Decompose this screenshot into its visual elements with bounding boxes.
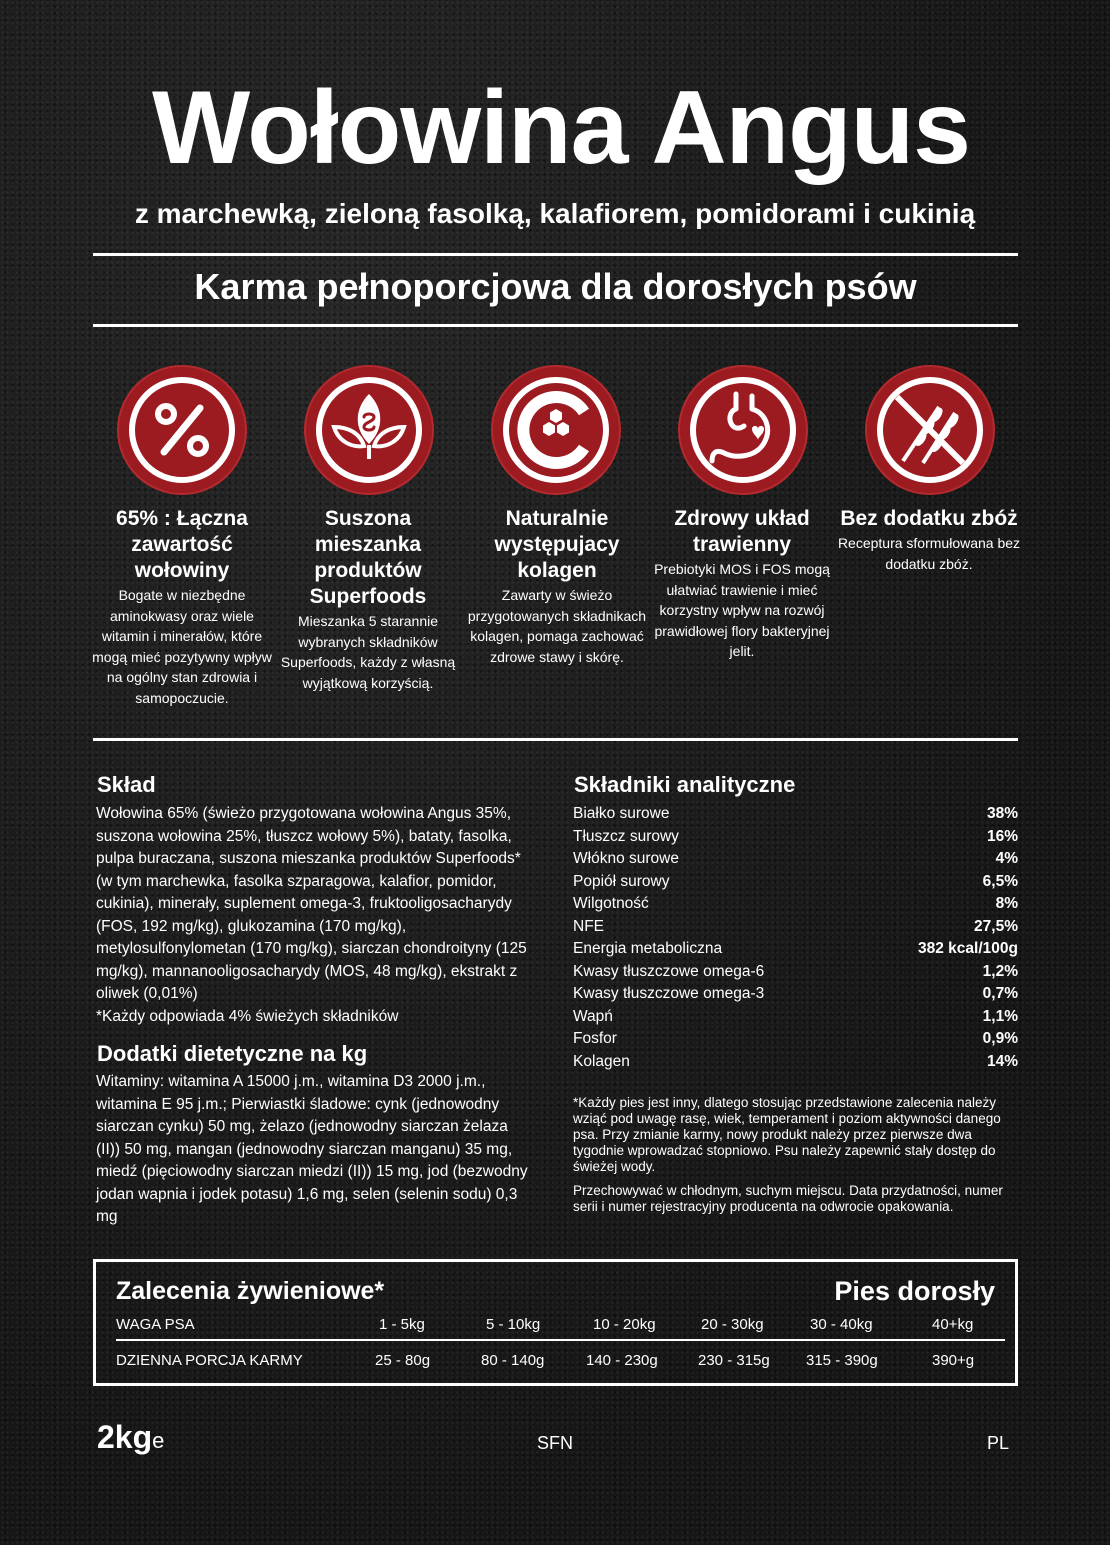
analytics-row (573, 916, 1018, 939)
weight-cell: 30 - 40kg (810, 1316, 873, 1333)
weight-cell: 40+kg (932, 1316, 974, 1333)
portion-cell: 25 - 80g (375, 1352, 431, 1369)
divider (93, 738, 1018, 741)
feature-beef-content (87, 506, 277, 708)
feature-description: Mieszanka 5 starannie wybranych składników Superfoods, każdy z własną wyjątkową korzyścią. (280, 613, 456, 691)
feature-title: Zdrowy układ trawienny (674, 507, 810, 556)
composition-text (96, 803, 536, 1028)
analytics-name: Kwasy tłuszczowe omega-3 (573, 985, 765, 1002)
analytics-name: NFE (573, 917, 604, 935)
weight-row (96, 1314, 1015, 1336)
divider (93, 253, 1018, 256)
analytics-row (573, 938, 1018, 961)
analytics-row (573, 803, 1018, 826)
portion-cell: 80 - 140g (481, 1352, 545, 1369)
weight-cell: 20 - 30kg (701, 1316, 764, 1333)
analytics-row (573, 893, 1018, 916)
analytics-value: 382 kcal/100g (918, 940, 1018, 957)
weight-cell: 5 - 10kg (486, 1316, 541, 1333)
analytics-name: Włókno surowe (573, 850, 679, 867)
analytics-value: 1,1% (982, 1007, 1018, 1025)
weight-cell: 1 - 5kg (379, 1316, 425, 1333)
analytics-row (573, 826, 1018, 849)
analytics-row (573, 983, 1018, 1006)
analytics-value: 6,5% (982, 872, 1018, 890)
feeding-note: *Każdy pies jest inny, dlatego stosując przedstawione zalecenia należy wziąć pod uwagę rasę, wiek, temperament i poziom aktywności danego psa. Przy zmianie karmy, nowy produkt należy przez pierwsze dwa tygodnie wprowadzać stopniowo. Psu należy zapewnić stały dostęp do świeżej wody. (573, 1095, 1001, 1174)
feature-description: Prebiotyki MOS i FOS mogą ułatwiać trawienie i mieć korzystny wpływ na rozwój prawidłowej flory bakteryjnej jelit. (654, 561, 830, 659)
analytics-value: 27,5% (974, 917, 1018, 935)
feature-title: Bez dodatku zbóż (840, 507, 1018, 530)
feeding-divider (116, 1339, 1005, 1341)
analytics-value: 8% (995, 895, 1018, 912)
analytics-row (573, 1028, 1018, 1051)
composition-heading: Skład (97, 772, 156, 797)
feature-superfoods (273, 506, 463, 693)
analytics-name: Wilgotność (573, 895, 649, 912)
analytics-value: 38% (986, 805, 1018, 822)
analytics-name: Białko surowe (573, 805, 670, 822)
feature-description: Zawarty w świeżo przygotowanych składnikach kolagen, pomaga zachować zdrowe stawy i skórę. (467, 587, 647, 665)
analytics-name: Wapń (573, 1007, 613, 1025)
analytics-row (573, 961, 1018, 984)
weight-cell: 10 - 20kg (593, 1316, 656, 1333)
analytics-value: 1,2% (982, 962, 1018, 980)
portion-row (96, 1350, 1015, 1372)
feeding-subtitle: Pies dorosły (834, 1276, 995, 1306)
feature-grain-free (834, 506, 1024, 574)
feeding-title: Zalecenia żywieniowe* (116, 1277, 385, 1305)
composition-footnote: *Każdy odpowiada 4% świeżych składników (96, 1007, 399, 1025)
stomach-icon (678, 365, 808, 495)
collagen-icon (491, 365, 621, 495)
divider (93, 324, 1018, 327)
feature-title: 65% : Łączna zawartość wołowiny (116, 507, 248, 582)
product-title: Wołowina Angus (152, 70, 970, 186)
analytics-name: Tłuszcz surowy (573, 827, 679, 845)
portion-cell: 390+g (932, 1352, 975, 1369)
feature-description: Receptura sformułowana bez dodatku zbóż. (837, 535, 1021, 572)
analytics-value: 14% (986, 1052, 1018, 1070)
product-tagline: Karma pełnoporcjowa dla dorosłych psów (194, 266, 917, 307)
portion-label: DZIENNA PORCJA KARMY (116, 1352, 303, 1369)
feature-digestion (647, 506, 837, 662)
composition-ingredients: Wołowina 65% (świeżo przygotowana wołowina Angus 35%, suszona wołowina 25%, tłuszcz wołowy 5%), bataty, fasolka, pulpa buraczana, suszona mieszanka produktów Superfoods* (w tym marchewka, fasolka szparagowa, kalafior, pomidor, cukinia), minerały, suplement omega-3, fruktooligosacharydy (FOS, 192 mg/kg), glukozamina (170 mg/kg), metylosulfonylometan (170 mg/kg), siarczan chondroityny (125 mg/kg), mannanooligosacharydy (MOS, 48 mg/kg), ekstrakt z oliwek (0,01%) (96, 805, 527, 1002)
feeding-table (93, 1259, 1018, 1386)
net-weight (97, 1415, 164, 1463)
language-code: PL (987, 1433, 1010, 1453)
analytics-row (573, 1006, 1018, 1029)
feature-description: Bogate w niezbędne aminokwasy oraz wiele witamin i minerałów, które mogą mieć pozytywny wpływ na ogólny stan zdrowia i samopoczucie. (92, 587, 272, 706)
analytics-name: Kolagen (573, 1052, 630, 1070)
analytics-heading: Składniki analityczne (574, 772, 796, 797)
portion-cell: 140 - 230g (586, 1352, 658, 1369)
analytics-name: Kwasy tłuszczowe omega-6 (573, 962, 765, 980)
storage-note: Przechowywać w chłodnym, suchym miejscu. Data przydatności, numer serii i numer rejestracyjny producenta na odwrocie opakowania. (573, 1183, 1003, 1214)
feature-title: Naturalnie występujacy kolagen (494, 507, 620, 582)
analytics-row (573, 1051, 1018, 1074)
analytics-value: 16% (986, 827, 1018, 845)
analytics-name: Energia metaboliczna (573, 940, 723, 957)
superfoods-leaf-icon (304, 365, 434, 495)
analytics-row (573, 848, 1018, 871)
net-weight-value: 2kg (97, 1419, 153, 1455)
analytics-table (573, 803, 1018, 1073)
additives-text: Witaminy: witamina A 15000 j.m., witamina D3 2000 j.m., witamina E 95 j.m.; Pierwiastki śladowe: cynk (jednowodny siarczan cynku) 50 mg, żelazo (jednowodny siarczan żelaza (II)) 50 mg, mangan (jednowodny siarczan manganu) 35 mg, miedź (pięciowodny siarczan miedzi (II)) 15 mg, jod (bezwodny jodan wapnia i jodek potasu) 1,6 mg, selen (selenin sodu) 0,3 mg (96, 1073, 528, 1225)
analytics-value: 4% (995, 850, 1018, 867)
product-subtitle: z marchewką, zieloną fasolką, kalafiorem, pomidorami i cukinią (134, 198, 976, 229)
analytics-value: 0,7% (982, 985, 1018, 1002)
additives-heading: Dodatki dietetyczne na kg (97, 1041, 368, 1066)
weight-label: WAGA PSA (116, 1316, 195, 1333)
analytics-name: Popiół surowy (573, 872, 670, 890)
feature-collagen (462, 506, 652, 667)
product-code: SFN (537, 1433, 573, 1453)
analytics-value: 0,9% (982, 1030, 1018, 1047)
feature-title: Suszona mieszanka produktów Superfoods (309, 507, 427, 608)
portion-cell: 230 - 315g (698, 1352, 770, 1369)
portion-cell: 315 - 390g (806, 1352, 878, 1369)
no-grain-icon (865, 365, 995, 495)
analytics-name: Fosfor (573, 1030, 617, 1047)
estimated-mark: e (152, 1428, 165, 1453)
percent-icon (117, 365, 247, 495)
analytics-row (573, 871, 1018, 894)
